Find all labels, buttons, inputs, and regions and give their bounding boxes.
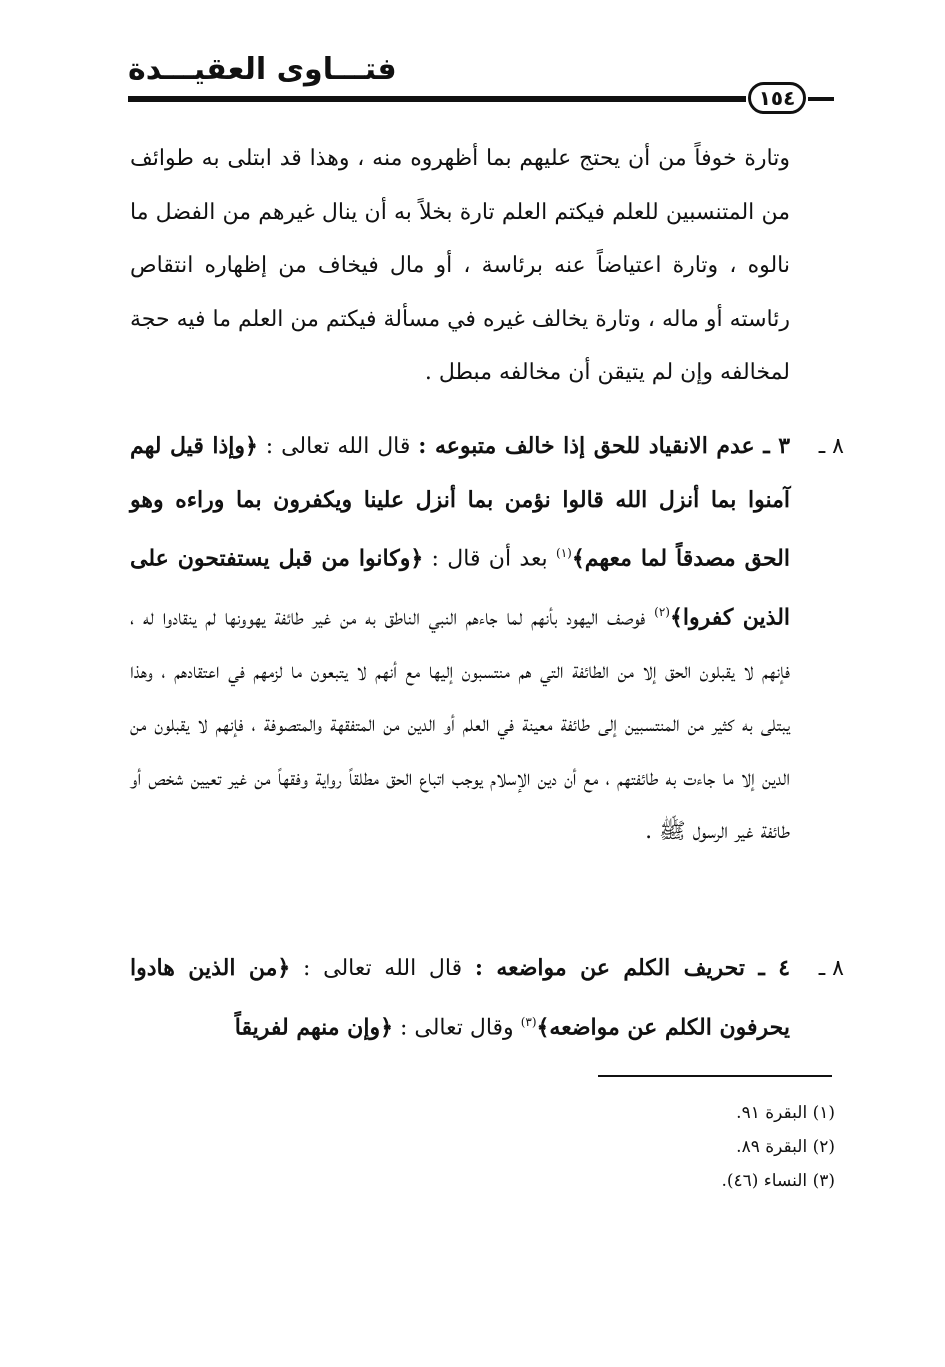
quran-quote: ﴿وكانوا من قبل يستفتحون على الذين كفروا﴾ [130,545,791,631]
item-heading: ٣ ـ عدم الانقياد للحق إذا خالف متبوعه : [418,433,791,459]
footnote-number: (٢) [812,1137,835,1157]
item-number: ٨ ـ [818,956,844,981]
paragraph-item-3 [130,420,790,859]
footnote-ref: (٣) [520,1014,537,1029]
text-run: فوصف اليهود بأنهم لما جاءهم النبي الناطق به من غير طائفة يهوونها لم ينقادوا له ، فإنهم لا يقبلون الحق إلا من الطائفة التي هم منتسبون إليها مع أنهم لا يتبعون ما لزمهم في اعتقادهم ، وهذا يبتلى به كثير من المنتسبين إلى طائفة معينة في العلم أو الدين من المتفقهة والمتصوفة ، فإنهم لا يقبلون من الدين إلا ما جاءت به طائفتهم ، مع أن دين الإسلام يوجب اتباع الحق مطلقاً رواية وفقهاً من غير تعيين شخص أو طائفة غير الرسول ﷺ . [130,605,790,845]
quran-quote: ﴿وإذا قيل لهم آمنوا بما أنزل الله قالوا نؤمن بما أنزل علينا ويكفرون بما وراءه وهو الحق مصدقاً لما معهم﴾ [130,433,790,572]
footnote-ref: (٢) [654,604,670,619]
footnote-text: البقرة ٨٩. [736,1137,808,1157]
footnote-text: النساء (٤٦). [721,1171,808,1191]
footnote-number: (١) [812,1103,835,1123]
footnote-3 [600,1164,835,1198]
footnote-2 [600,1130,835,1164]
footnote-text: البقرة ٩١. [736,1103,808,1123]
text-run: وقال تعالى : [399,1014,514,1040]
item-number: ٨ ـ [818,434,844,459]
footnote-number: (٣) [812,1171,835,1191]
quran-quote: ﴿وإن منهم لفريقاً [234,1013,393,1040]
text-run: قال الله تعالى : [265,434,411,459]
header-rule [128,96,746,102]
paragraph-continuation: وتارة خوفاً من أن يحتج عليهم بما أظهروه منه ، وهذا قد ابتلى به طوائف من المتنسبين للعلم فيكتم العلم تارة بخلاً به أن ينال غيرهم من الفضل ما نالوه ، وتارة اعتياضاً عنه برئاسة ، أو مال فيخاف من إظهاره انتقاص رئاسته أو ماله ، وتارة يخالف غيره في مسألة فيكتم من العلم ما فيه حجة لمخالفه وإن لم يتيقن أن مخالفه مبطل . [130,146,790,385]
text-run: قال الله تعالى : [302,956,463,981]
footnote-1 [600,1096,835,1130]
quran-quote: ﴿من الذين هادوا يحرفون الكلم عن مواضعه﴾ [130,955,790,1040]
header-rule-stub [808,97,834,101]
footnote-separator [598,1075,832,1077]
text-run: بعد أن قال : [431,546,548,572]
paragraph-item-4 [130,942,790,1054]
item-heading: ٤ ـ تحريف الكلم عن مواضعه : [474,955,791,981]
book-title: فتـــاوى العقيـــدة [128,52,397,87]
footnote-ref: (١) [556,546,572,560]
page-number-badge: ١٥٤ [748,82,806,114]
